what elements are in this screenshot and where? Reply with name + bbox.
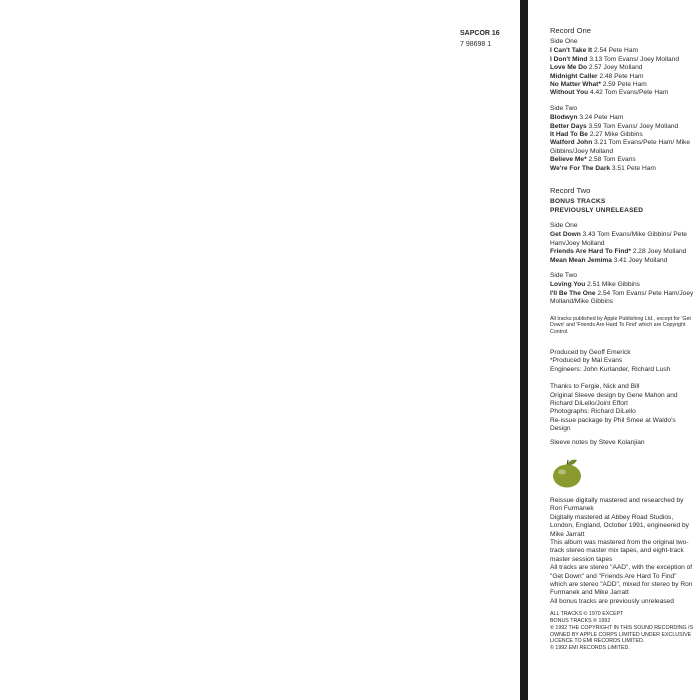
track-item: Watford John 3.21 Tom Evans/Pete Ham/ Mike Gibbins/Joey Molland <box>550 139 691 155</box>
sleeve-notes-credit: Sleeve notes by Steve Kolanjian <box>550 438 645 446</box>
record-two-side-two-tracks <box>550 281 695 306</box>
copyright-line: ALL TRACKS ℗ 1970 EXCEPT <box>550 611 624 618</box>
record-two-title: Record Two <box>550 186 591 196</box>
production-credits <box>550 349 695 374</box>
copyright-line: © 1992 EMI RECORDS LIMITED. <box>550 645 630 652</box>
record-two-side-two-title: Side Two <box>550 271 578 279</box>
photographs-line: Photographs: Richard DiLello <box>550 408 636 416</box>
producer-line: *Produced by Mal Evans <box>550 357 623 365</box>
track-item: Midnight Caller 2.48 Pete Ham <box>550 72 644 80</box>
producer-line: Produced by Geoff Emerick <box>550 348 631 356</box>
record-two-side-one-title: Side One <box>550 221 578 229</box>
liner-notes <box>550 26 695 652</box>
track-item: I Don't Mind 3.13 Tom Evans/ Joey Molland <box>550 55 680 63</box>
track-item: Mean Mean Jemima 3.41 Joey Molland <box>550 256 668 264</box>
track-item: Love Me Do 2.57 Joey Molland <box>550 64 643 72</box>
engineers-line: Engineers: John Kurlander, Richard Lush <box>550 365 671 373</box>
record-two-side-one-tracks <box>550 231 695 265</box>
record-one-side-one-title: Side One <box>550 38 578 45</box>
catalog-block <box>460 28 500 50</box>
track-item: I'll Be The One 2.54 Tom Evans/ Pete Ham/Joey Molland/Mike Gibbins <box>550 289 694 306</box>
bonus-tracks-heading: BONUS TRACKS <box>550 198 606 206</box>
remaster-notes <box>550 497 695 606</box>
remaster-line: Reissue digitally mastered and researched by Ron Furmanek <box>550 497 684 513</box>
remaster-line: Digitally mastered at Abbey Road Studios, London, England, October 1991, engineered by Mike Jarratt <box>550 513 689 538</box>
reissue-package-line: Re-issue package by Phil Smee at Waldo's Design <box>550 416 676 433</box>
record-one-title: Record One <box>550 26 591 35</box>
record-one-side-two-tracks <box>550 114 695 173</box>
track-item: Friends Are Hard To Find* 2.28 Joey Molland <box>550 248 687 256</box>
thanks-line: Thanks to Fergie, Nick and Bill <box>550 383 640 391</box>
record-one-side-two-title: Side Two <box>550 104 578 112</box>
thanks-credits <box>550 383 695 433</box>
track-item: Believe Me* 2.58 Tom Evans <box>550 156 636 164</box>
copyright-line: BONUS TRACKS ℗ 1992 <box>550 618 611 625</box>
remaster-line: All bonus tracks are previously unreleased <box>550 597 674 605</box>
track-item: Get Down 3.43 Tom Evans/Mike Gibbins/ Pete Ham/Joey Molland <box>550 231 687 247</box>
track-item: Without You 4.42 Tom Evans/Pete Ham <box>550 89 669 97</box>
copyright-line: ℗ 1992 THE COPYRIGHT IN THIS SOUND RECORDING IS OWNED BY APPLE CORPS LIMITED UNDER EXCLUSIVE LICENCE TO EMI RECORDS LIMITED. <box>550 624 694 645</box>
remaster-line: This album was mastered from the original two-track stereo master mix tapes, and eight-track master session tapes <box>550 539 689 563</box>
track-item: We're For The Dark 3.51 Pete Ham <box>550 164 656 172</box>
track-item: No Matter What* 2.59 Pete Ham <box>550 81 647 89</box>
sleeve-design-line: Original Sleeve design by Gene Mahon and Richard DiLello/Joint Effort <box>550 391 678 407</box>
remaster-line: All tracks are stereo "AAD", with the exception of "Get Down" and "Friends Are Hard To Find" which are stereo "ADD", mixed for stereo by Ron Furmanek and Mike Jarratt <box>550 564 693 597</box>
track-item: Blodwyn 3.24 Pete Ham <box>550 114 624 122</box>
apple-logo-icon <box>550 457 695 489</box>
spine-bar <box>520 0 528 700</box>
publishing-note: All tracks published by Apple Publishing Ltd., except for 'Get Down' and 'Friends Are Hard To Find' which are Copyright Control. <box>550 315 691 336</box>
track-item: Better Days 3.59 Tom Evans/ Joey Molland <box>550 122 679 130</box>
track-item: Loving You 2.51 Mike Gibbins <box>550 281 640 289</box>
record-one-side-one-tracks <box>550 47 695 97</box>
track-item: I Can't Take It 2.54 Pete Ham <box>550 47 638 55</box>
catalog-number: SAPCOR 16 <box>460 30 500 37</box>
barcode-number: 7 98698 1 <box>460 41 492 48</box>
previously-unreleased-heading: PREVIOUSLY UNRELEASED <box>550 206 644 214</box>
track-item: It Had To Be 2.27 Mike Gibbins <box>550 131 643 139</box>
copyright-block <box>550 611 695 652</box>
